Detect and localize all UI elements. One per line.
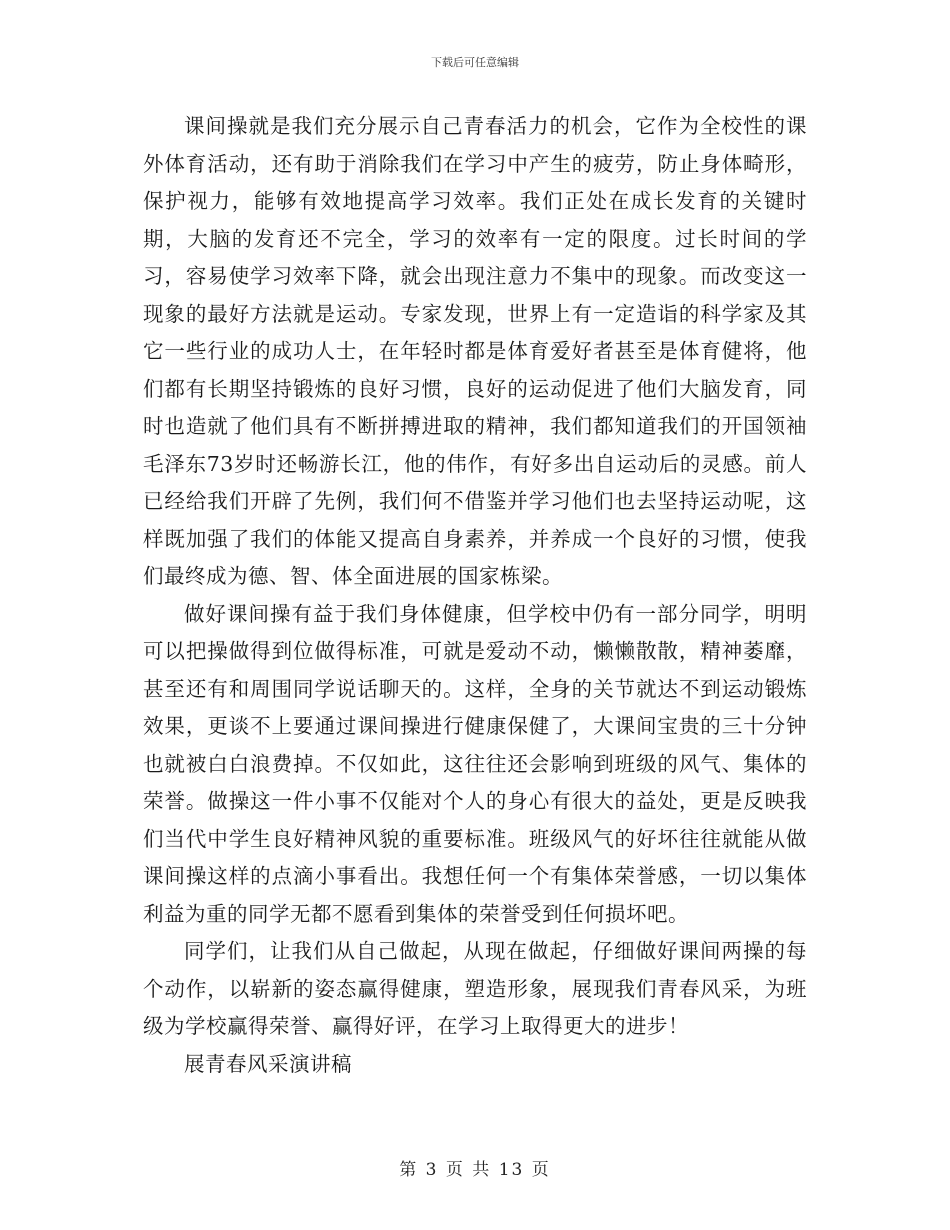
paragraph-1: 课间操就是我们充分展示自己青春活力的机会，它作为全校性的课外体育活动，还有助于消除我们在学习中产生的疲劳，防止身体畸形，保护视力，能够有效地提高学习效率。我们正处在成长发育的关键时期，大脑的发育还不完全，学习的效率有一定的限度。过长时间的学习，容易使学习效率下降，就会出现注意力不集中的现象。而改变这一现象的最好方法就是运动。专家发现，世界上有一定造诣的科学家及其它一些行业的成功人士，在年轻时都是体育爱好者甚至是体育健将，他们都有长期坚持锻炼的良好习惯，良好的运动促进了他们大脑发育，同时也造就了他们具有不断拼搏进取的精神，我们都知道我们的开国领袖毛泽东73岁时还畅游长江，他的伟作，有好多出自运动后的灵感。前人已经给我们开辟了先例，我们何不借鉴并学习他们也去坚持运动呢，这样既加强了我们的体能又提高自身素养，并养成一个良好的习惯，使我们最终成为德、智、体全面进展的国家栋梁。 [143,114,807,588]
header-note: 下载后可任意编辑 [431,56,519,69]
closing-title: 展青春风采演讲稿 [184,1051,352,1076]
page-number: 第 3 页 共 13 页 [399,1160,551,1180]
paragraph-2: 做好课间操有益于我们身体健康，但学校中仍有一部分同学，明明可以把操做得到位做得标准，可就是爱动不动，懒懒散散，精神萎靡，甚至还有和周围同学说话聊天的。这样，全身的关节就达不到运动锻炼效果，更谈不上要通过课间操进行健康保健了，大课间宝贵的三十分钟也就被白白浪费掉。不仅如此，这往往还会影响到班级的风气、集体的荣誉。做操这一件小事不仅能对个人的身心有很大的益处，更是反映我们当代中学生良好精神风貌的重要标准。班级风气的好坏往往就能从做课间操这样的点滴小事看出。我想任何一个有集体荣誉感，一切以集体利益为重的同学无都不愿看到集体的荣誉受到任何损坏吧。 [143,601,807,926]
paragraph-3: 同学们，让我们从自己做起，从现在做起，仔细做好课间两操的每个动作，以崭新的姿态赢得健康，塑造形象，展现我们青春风采，为班级为学校赢得荣誉、赢得好评，在学习上取得更大的进步！ [143,939,807,1038]
document-body [143,108,807,1083]
